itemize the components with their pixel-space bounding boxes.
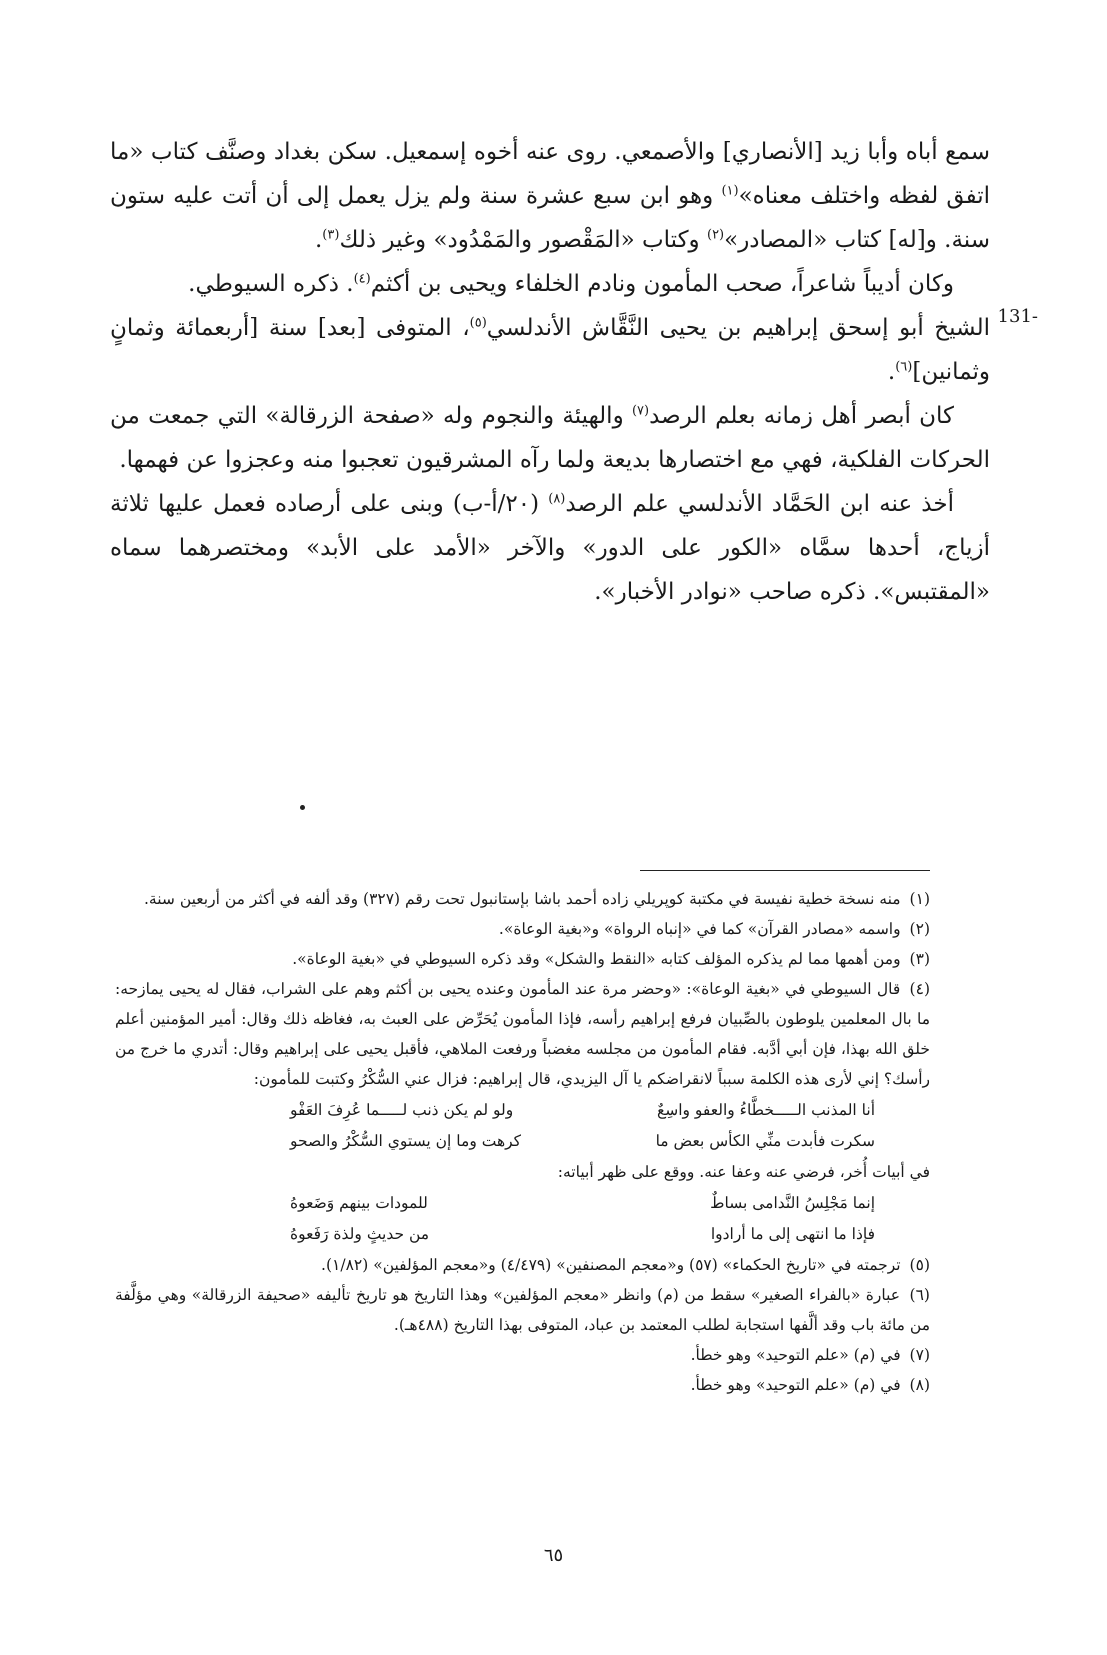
paragraph-2: وكان أديباً شاعراً، صحب المأمون ونادم الخلفاء ويحيى بن أكثم$^{(٤)}$. ذكره السيوطي. <box>188 271 954 297</box>
footnote-ref-3[interactable]: (٣) <box>322 227 340 243</box>
footnote-8: (٨) في (م) «علم التوحيد» وهو خطأ. <box>690 1376 930 1394</box>
footnote-1: (١) منه نسخة خطية نفيسة في مكتبة كوپريلي زاده أحمد باشا بإستانبول تحت رقم (٣٢٧) وقد ألفه في أكثر من أربعين سنة. <box>144 890 930 908</box>
paragraph-4: كان أبصر أهل زمانه بعلم الرصد$^{(٧)}$ والهيئة والنجوم وله «صفحة الزرقالة» التي جمعت من الحركات الفلكية، فهي مع اختصارها بديعة ولما رآه المشرقيون تعجبوا منه وعجزوا عن فهمها. <box>110 403 990 473</box>
footnote-ref-4[interactable]: (٤) <box>353 271 371 287</box>
verse-line: سكرت فأبدت منِّي الكأس بعض ما كرهت وما إن يستوي السُّكْرُ والصحو <box>290 1132 875 1150</box>
footnote-5: (٥) ترجمته في «تاريخ الحكماء» (٥٧) و«معجم المصنفين» (٤/٤٧٩) و«معجم المؤلفين» (١/٨٢). <box>321 1256 930 1274</box>
footnote-3: (٣) ومن أهمها مما لم يذكره المؤلف كتابه «النقط والشكل» وقد ذكره السيوطي في «بغية الوعاة». <box>292 950 930 968</box>
footnote-ref-8[interactable]: (٨) <box>548 491 566 507</box>
footnote-6: (٦) عبارة «بالفراء الصغير» سقط من (م) وانظر «معجم المؤلفين» وهذا التاريخ هو تاريخ تأليفه «صحيفة الزرقالة» وهي مؤلَّفة من مائة باب وقد ألَّفها استجابة لطلب المعتمد بن عباد، المتوفى بهذا التاريخ (٤٨٨هـ). <box>115 1286 930 1334</box>
footnote-ref-5[interactable]: (٥) <box>469 315 487 331</box>
footnote-separator <box>640 870 930 871</box>
entry-heading: الشيخ أبو إسحق إبراهيم بن يحيى النَّقَّاش الأندلسي$^{(٥)}$، المتوفى [بعد] سنة [أربعمائة وثمانٍ وثمانين]$^{(٦)}$. <box>110 315 990 385</box>
footnote-2: (٢) واسمه «مصادر القرآن» كما في «إنباه الرواة» و«بغية الوعاة». <box>498 920 930 938</box>
main-text <box>110 130 1038 614</box>
footnote-ref-1[interactable]: (١) <box>721 183 739 199</box>
stray-dot <box>300 805 305 810</box>
footnote-4-continued: في أبيات أُخر، فرضي عنه وعفا عنه. ووقع على ظهر أبياته: <box>557 1163 930 1181</box>
footnote-7: (٧) في (م) «علم التوحيد» وهو خطأ. <box>690 1346 930 1364</box>
page-number: ٦٥ <box>543 1545 564 1566</box>
verse-line: أنا المذنب الـــــخطَّاءُ والعفو واسِعٌ ولو لم يكن ذنب لـــــما عُرِفَ العَفْو <box>290 1101 875 1119</box>
footnote-ref-7[interactable]: (٧) <box>631 403 650 419</box>
verse-line: فإذا ما انتهى إلى ما أرادوا من حديثٍ ولذة رَفَعوهُ <box>290 1225 875 1243</box>
paragraph-5: أخذ عنه ابن الحَمَّاد الأندلسي علم الرصد$^{(٨)}$ (٢٠/أ-ب) وبنى على أرصاده فعمل عليها ثلاثة أزياج، أحدها سمَّاه «الكور على الدور» والآخر «الأمد على الأبد» ومختصرهما سماه «المقتبس». ذكره صاحب «نوادر الأخبار». <box>110 491 990 605</box>
entry-number: 131- <box>997 306 1038 327</box>
verse-line: إنما مَجْلِسُ النَّدامى بساطٌ للمودات بينهم وَضَعوهُ <box>290 1194 875 1212</box>
footnote-ref-2[interactable]: (٢) <box>706 227 725 243</box>
footnote-ref-6[interactable]: (٦) <box>895 359 913 375</box>
entry-131 <box>110 306 1038 394</box>
paragraph-1: سمع أباه وأبا زيد [الأنصاري] والأصمعي. روى عنه أخوه إسمعيل. سكن بغداد وصنَّف كتاب «ما اتفق لفظه واختلف معناه»$^{(١)}$ وهو ابن سبع عشرة سنة ولم يزل يعمل إلى أن أتت عليه ستون سنة. و[له] كتاب «المصادر»$^{(٢)}$ وكتاب «المَقْصور والمَمْدُود» وغير ذلك$^{(٣)}$. <box>110 139 990 253</box>
footnote-4: (٤) قال السيوطي في «بغية الوعاة»: «وحضر مرة عند المأمون وعنده يحيى بن أكثم وهم على الشراب، فقال له يحيى يمازحه: ما بال المعلمين يلوطون بالصِّبيان فرفع إبراهيم رأسه، فإذا المأمون يُحَرِّض على العبث به، فغاظه ذلك وقال: أمير المؤمنين أعلم خلق الله بهذا، فإن أبي أدَّبه. فقام المأمون من مجلسه مغضباً ورفعت الملاهي، فأقبل يحيى على إبراهيم وقال: أتدري ما خرج من رأسك؟ إني لأرى هذه الكلمة سبباً لانقراضكم يا آل اليزيدي، قال إبراهيم: فزال عني السُّكْرُ وكتبت للمأمون: <box>115 980 930 1088</box>
footnotes <box>115 884 930 1400</box>
